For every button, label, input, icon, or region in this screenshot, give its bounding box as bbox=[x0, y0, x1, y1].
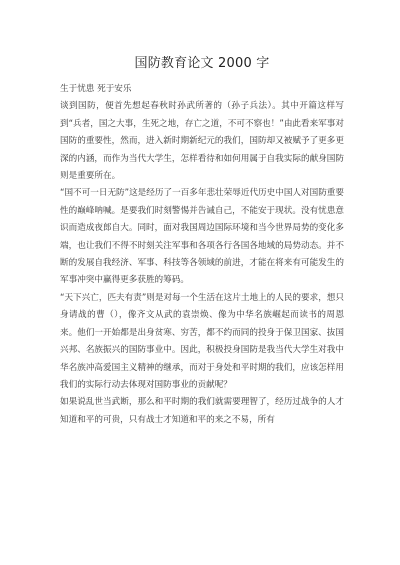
paragraph-2: “国不可一日无防”这是经历了一百多年悲壮荣辱近代历史中国人对国防重要性的巅峰呐喊。是要我们时刻警惕并告诫自己，不能安于现状。没有忧患意识而造成夜郎自大。同时，面对我国周边国际环境和当今世界局势的变化多端，也让我们不得不时刻关注军事和各项各行各国各地域的局势动态。并不断的发展自我经济、军事、科技等各领域的前进，才能在将来有可能发生的军事冲突中赢得更多获胜的筹码。 bbox=[60, 188, 344, 286]
paragraph-1: 谈到国防，便首先想起春秋时孙武所著的（孙子兵法）。其中开篇这样写到“兵者，国之大事，生死之地，存亡之道，不可不察也！”由此看来军事对国防的重要性，然而，进入新时期新纪元的我们，国防却又被赋予了更多更深的内涵，而作为当代大学生，怎样看待和如何用属于自我实际的献身国防则是重要所在。 bbox=[60, 101, 344, 182]
paragraph-3: “天下兴亡，匹夫有责”则是对每一个生活在这片土地上的人民的要求，想只身请战的曹（），像齐文从武的袁崇焕、像为中华名族崛起而读书的周恩来。他们一开始都是出身贫寒、穷苦，都不约而同的投身于保卫国家、抜国兴邦、名族振兴的国防事业中。因此，积极投身国防是我当代大学生对我中华名族冲高爱国主义精神的继承，而对于身处和平时期的我们，应该怎样用我们的实际行动去体现对国防事业的贡献呢？ bbox=[60, 292, 344, 390]
document-body bbox=[60, 81, 344, 429]
paragraph-4: 如果说乱世当武断，那么和平时期的我们就需要理智了，经历过战争的人才知道和平的可贵，只有战士才知道和平的来之不易，所有 bbox=[60, 397, 344, 425]
subtitle: 生于忧患 死于安乐 bbox=[60, 84, 132, 94]
document-title: 国防教育论文 2000 字 bbox=[134, 56, 270, 71]
